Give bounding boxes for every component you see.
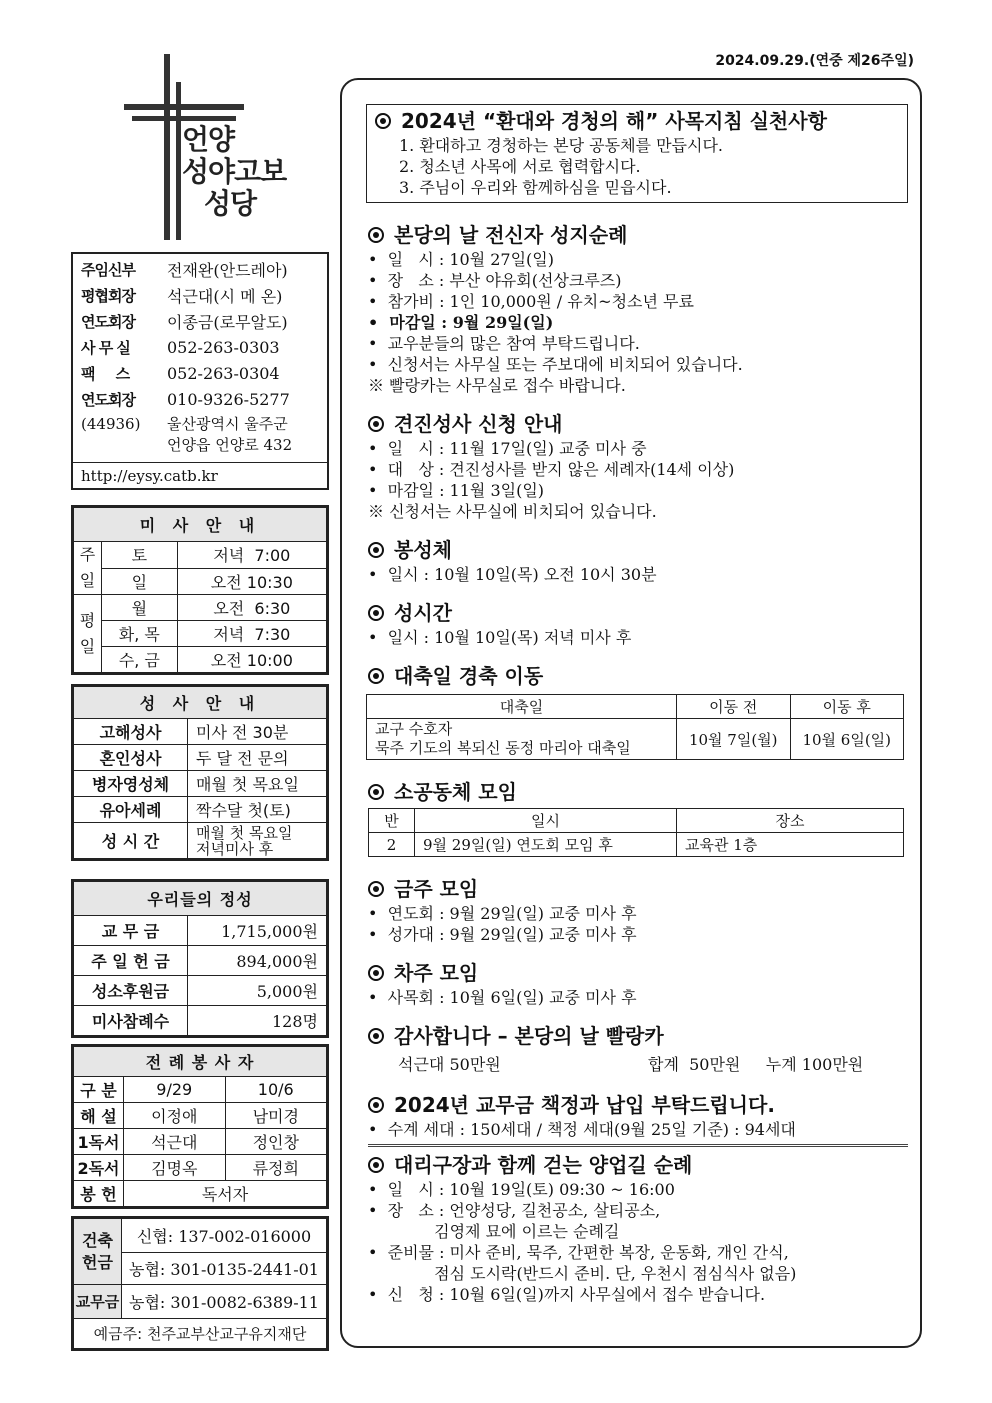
info-value: 이종금(로무알도) xyxy=(167,312,288,332)
table-header: 반 xyxy=(369,809,415,833)
sacrament-value: 짝수달 첫(토) xyxy=(188,797,327,823)
info-label: 주임신부 xyxy=(81,260,135,279)
table-cell: 교육관 1층 xyxy=(677,833,904,857)
list-item: 2. 청소년 사목에 서로 협력합시다. xyxy=(399,157,641,176)
sunday-label: 주일 xyxy=(74,542,102,595)
info-label: 연도회장 xyxy=(81,390,135,409)
section-title: 성시간 xyxy=(394,601,452,625)
address-line1: 울산광역시 울주군 xyxy=(167,415,288,433)
list-item: ※ 신청서는 사무실에 비치되어 있습니다. xyxy=(368,502,657,521)
account-number: 농협: 301-0082-6389-11 xyxy=(122,1285,327,1319)
servers-label: 해 설 xyxy=(74,1103,124,1129)
feast-transfer-section xyxy=(368,662,906,760)
website-link[interactable]: http://eysy.catb.kr xyxy=(73,462,327,485)
section-heading xyxy=(368,536,906,564)
church-name-line2: 성야고보 xyxy=(182,155,287,188)
weekday-label: 평일 xyxy=(74,595,102,673)
mass-schedule-box xyxy=(71,505,329,675)
offering-box xyxy=(71,879,329,1038)
servers-title: 전 례 봉 사 자 xyxy=(74,1047,327,1077)
section-heading xyxy=(368,221,906,249)
build-fund-label: 건축헌금 xyxy=(74,1219,122,1285)
list-item: • 장 소 : 언양성당, 길천공소, 살티공소, xyxy=(368,1201,661,1220)
servers-label: 봉 헌 xyxy=(74,1181,124,1207)
contact-info-box xyxy=(71,252,329,490)
section-title: 2024년 “환대와 경청의 해” 사목지침 실천사항 xyxy=(401,109,827,133)
sacrament-value: 두 달 전 문의 xyxy=(188,745,327,771)
list-item: • 교우분들의 많은 참여 부탁드립니다. xyxy=(368,334,640,353)
mass-day: 일 xyxy=(102,568,178,595)
bullet-icon xyxy=(368,542,384,558)
sacrament-label: 병자영성체 xyxy=(74,771,188,797)
section-heading xyxy=(368,959,906,987)
table-header: 대축일 xyxy=(367,695,677,719)
donation-total: 합계 50만원 누계 100만원 xyxy=(648,1055,864,1074)
list-item: • 성가대 : 9월 29일(일) 교중 미사 후 xyxy=(368,925,637,944)
info-value: 석근대(시 메 온) xyxy=(167,286,283,306)
list-item: • 준비물 : 미사 준비, 묵주, 간편한 복장, 운동화, 개인 간식, xyxy=(368,1243,789,1262)
section-title: 봉성체 xyxy=(394,538,452,562)
mass-day: 수, 금 xyxy=(102,647,178,673)
offering-value: 5,000원 xyxy=(188,976,327,1006)
table-cell: 9월 29일(일) 연도회 모임 후 xyxy=(415,833,677,857)
offering-title: 우리들의 정성 xyxy=(74,882,327,916)
sacrament-label: 혼인성사 xyxy=(74,745,188,771)
section-heading xyxy=(368,662,906,690)
account-number: 농협: 301-0135-2441-01 xyxy=(122,1253,327,1285)
list-item: • 마감일 : 11월 3일(일) xyxy=(368,481,545,500)
section-heading xyxy=(368,1151,906,1179)
church-name xyxy=(182,124,286,220)
feast-name-line1: 교구 수호자 xyxy=(375,720,453,738)
list-item: • 사목회 : 10월 6일(일) 교중 미사 후 xyxy=(368,988,637,1007)
mass-day: 화, 목 xyxy=(102,621,178,647)
feast-name-line2: 묵주 기도의 복되신 동정 마리아 대축일 xyxy=(375,739,631,757)
bullet-icon xyxy=(368,1028,384,1044)
info-label: 팩 스 xyxy=(81,364,130,383)
section-title: 대축일 경축 이동 xyxy=(394,664,544,688)
list-item: • 연도회 : 9월 29일(일) 교중 미사 후 xyxy=(368,904,637,923)
liturgy-servers-box xyxy=(71,1044,329,1209)
section-heading xyxy=(368,1022,906,1050)
bullet-icon xyxy=(368,416,384,432)
bullet-icon xyxy=(368,881,384,897)
section-title: 2024년 교무금 책정과 납입 부탁드립니다. xyxy=(394,1093,775,1117)
info-row xyxy=(81,360,319,386)
info-value: 052-263-0304 xyxy=(167,363,280,383)
list-item: 김영제 묘에 이르는 순례길 xyxy=(368,1222,620,1241)
offering-label: 주 일 헌 금 xyxy=(74,946,188,976)
address-line2: 언양읍 언양로 432 xyxy=(167,436,293,454)
tithe-section xyxy=(368,1091,906,1140)
offering-label: 교 무 금 xyxy=(74,916,188,946)
list-item: 1. 환대하고 경청하는 본당 공동체를 만듭시다. xyxy=(399,136,723,155)
servers-label: 1독서 xyxy=(74,1129,124,1155)
announcements-panel xyxy=(340,78,922,1348)
small-community-section xyxy=(368,778,906,857)
pastoral-guideline-section xyxy=(366,104,908,203)
accounts-box xyxy=(71,1216,329,1351)
list-item: • 수계 세대 : 150세대 / 책정 세대(9월 25일 기준) : 94세대 xyxy=(368,1120,796,1139)
bullet-icon xyxy=(368,668,384,684)
offering-label: 미사참례수 xyxy=(74,1006,188,1036)
account-holder: 예금주: 천주교부산교구유지재단 xyxy=(74,1319,327,1349)
list-item: • 일 시 : 10월 19일(토) 09:30 ~ 16:00 xyxy=(368,1180,675,1199)
list-item: • 신 청 : 10월 6일(일)까지 사무실에서 접수 받습니다. xyxy=(368,1285,766,1304)
church-name-line3: 성당 xyxy=(204,187,257,220)
info-value: 010-9326-5277 xyxy=(167,389,290,409)
community-table xyxy=(368,808,904,857)
table-header: 이동 후 xyxy=(790,695,904,719)
section-title: 감사합니다 – 본당의 날 빨랑카 xyxy=(394,1024,664,1048)
info-row xyxy=(81,308,319,334)
pilgrimage-section xyxy=(368,221,906,396)
offering-value: 894,000원 xyxy=(188,946,327,976)
table-cell: 10월 6일(일) xyxy=(790,719,904,760)
mass-day: 월 xyxy=(102,595,178,621)
mass-title: 미 사 안 내 xyxy=(74,508,327,542)
this-week-meetings-section xyxy=(368,875,906,945)
address xyxy=(81,414,319,456)
servers-label: 구 분 xyxy=(74,1077,124,1103)
section-title: 차주 모임 xyxy=(394,961,479,985)
double-divider xyxy=(368,1144,908,1147)
church-name-line1: 언양 xyxy=(182,123,235,156)
section-heading xyxy=(368,778,906,806)
sacrament-value xyxy=(188,823,327,859)
yangeop-pilgrimage-section xyxy=(368,1151,906,1305)
list-item: • 일 시 : 11월 17일(일) 교중 미사 중 xyxy=(368,439,647,458)
section-heading xyxy=(368,1091,906,1119)
info-label: 사 무 실 xyxy=(81,338,130,357)
list-item: • 대 상 : 견진성사를 받지 않은 세례자(14세 이상) xyxy=(368,460,735,479)
holy-hour-section xyxy=(368,599,906,648)
server-name: 석근대 xyxy=(124,1129,226,1155)
offering-label: 성소후원금 xyxy=(74,976,188,1006)
info-label: 연도회장 xyxy=(81,312,135,331)
info-value: 전재완(안드레아) xyxy=(167,260,288,280)
bullet-icon xyxy=(368,965,384,981)
sacrament-box xyxy=(71,684,329,861)
list-item: • 일시 : 10월 10일(목) 저녁 미사 후 xyxy=(368,628,632,647)
zip-code: (44936) xyxy=(81,415,141,433)
server-name: 이정애 xyxy=(124,1103,226,1129)
section-title: 소공동체 모임 xyxy=(394,780,517,804)
sacrament-value: 매월 첫 목요일 xyxy=(188,771,327,797)
info-row xyxy=(81,334,319,360)
bullet-icon xyxy=(368,784,384,800)
communion-sick-section xyxy=(368,536,906,585)
bullet-icon xyxy=(368,605,384,621)
info-row xyxy=(81,386,319,412)
table-header: 일시 xyxy=(415,809,677,833)
sacrament-value: 미사 전 30분 xyxy=(188,719,327,745)
section-title: 견진성사 신청 안내 xyxy=(394,412,563,436)
server-name: 정인창 xyxy=(225,1129,327,1155)
list-item: • 신청서는 사무실 또는 주보대에 비치되어 있습니다. xyxy=(368,355,743,374)
bulletin-date: 2024.09.29.(연중 제26주일) xyxy=(715,53,914,69)
sacrament-label: 성 시 간 xyxy=(74,823,188,859)
mass-time: 오전 10:30 xyxy=(177,568,326,595)
mass-time: 오전 10:00 xyxy=(177,647,326,673)
table-header: 이동 전 xyxy=(677,695,791,719)
info-row xyxy=(81,256,319,282)
info-row xyxy=(81,282,319,308)
donor: 석근대 50만원 xyxy=(398,1055,501,1074)
donation-line xyxy=(368,1054,906,1075)
table-cell: 2 xyxy=(369,833,415,857)
section-heading xyxy=(368,599,906,627)
bullet-icon xyxy=(375,113,391,129)
section-title: 대리구장과 함께 걷는 양업길 순례 xyxy=(394,1153,693,1177)
confirmation-section xyxy=(368,410,906,522)
info-label: 평협회장 xyxy=(81,286,135,305)
server-name: 남미경 xyxy=(225,1103,327,1129)
holy-hour-line2: 저녁미사 후 xyxy=(196,839,274,858)
list-item: • 참가비 : 1인 10,000원 / 유치~청소년 무료 xyxy=(368,292,694,311)
holy-hour-line1: 매월 첫 목요일 xyxy=(196,823,293,842)
servers-label: 2독서 xyxy=(74,1155,124,1181)
tithe-label: 교무금 xyxy=(74,1285,122,1319)
list-item: 3. 주님이 우리와 함께하심을 믿읍시다. xyxy=(399,178,672,197)
list-item: • 일시 : 10월 10일(목) 오전 10시 30분 xyxy=(368,565,657,584)
list-item: 점심 도시락(반드시 준비. 단, 우천시 점심식사 없음) xyxy=(368,1264,797,1283)
sacrament-label: 유아세례 xyxy=(74,797,188,823)
mass-time: 오전 6:30 xyxy=(177,595,326,621)
next-week-meetings-section xyxy=(368,959,906,1008)
list-item: • 장 소 : 부산 야유회(선상크루즈) xyxy=(368,271,622,290)
info-value: 052-263-0303 xyxy=(167,337,280,357)
mass-day: 토 xyxy=(102,542,178,569)
section-heading xyxy=(368,410,906,438)
bullet-icon xyxy=(368,227,384,243)
server-name: 독서자 xyxy=(124,1181,327,1207)
servers-date: 9/29 xyxy=(124,1077,226,1103)
table-cell: 10월 7일(월) xyxy=(677,719,791,760)
thanks-section xyxy=(368,1022,906,1075)
bullet-icon xyxy=(368,1157,384,1173)
section-title: 금주 모임 xyxy=(394,877,479,901)
section-heading xyxy=(375,107,897,135)
mass-time: 저녁 7:00 xyxy=(177,542,326,569)
sacrament-title: 성 사 안 내 xyxy=(74,687,327,719)
offering-value: 128명 xyxy=(188,1006,327,1036)
server-name: 류정희 xyxy=(225,1155,327,1181)
server-name: 김명옥 xyxy=(124,1155,226,1181)
list-item: ※ 빨랑카는 사무실로 접수 바랍니다. xyxy=(368,376,626,395)
section-heading xyxy=(368,875,906,903)
sacrament-label: 고해성사 xyxy=(74,719,188,745)
offering-value: 1,715,000원 xyxy=(188,916,327,946)
bullet-icon xyxy=(368,1097,384,1113)
mass-time: 저녁 7:30 xyxy=(177,621,326,647)
list-item: • 일 시 : 10월 27일(일) xyxy=(368,250,554,269)
table-header: 장소 xyxy=(677,809,904,833)
section-title: 본당의 날 전신자 성지순례 xyxy=(394,223,628,247)
table-cell xyxy=(367,719,677,760)
account-number: 신협: 137-002-016000 xyxy=(122,1219,327,1253)
list-item: • 마감일 : 9월 29일(일) xyxy=(368,313,554,332)
feast-table xyxy=(366,694,904,760)
servers-date: 10/6 xyxy=(225,1077,327,1103)
